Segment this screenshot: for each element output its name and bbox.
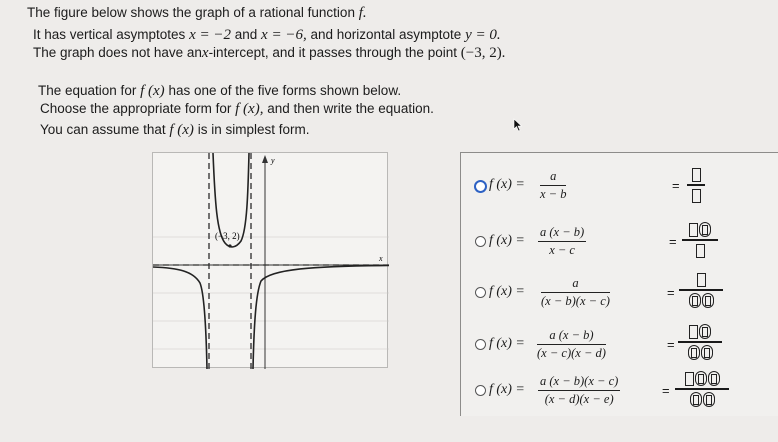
answer-input-box[interactable] bbox=[692, 189, 701, 203]
problem-line-1 bbox=[27, 4, 367, 22]
option-1[interactable] bbox=[461, 167, 778, 207]
answer-input-box[interactable] bbox=[697, 273, 706, 287]
option-2-answer[interactable] bbox=[682, 220, 718, 260]
option-3-form bbox=[541, 276, 610, 309]
option-5-lhs: f (x) = bbox=[489, 382, 525, 397]
write-equation-text: and then write the equation. bbox=[267, 101, 434, 116]
simplest-form-text: is in simplest form. bbox=[197, 122, 310, 137]
option-4-denominator: (x − c)(x − d) bbox=[537, 346, 606, 360]
option-5-numerator: a (x − b)(x − c) bbox=[538, 374, 620, 391]
asymptote-x2: x = −6, bbox=[261, 27, 307, 43]
option-2-lhs: f (x) = bbox=[489, 233, 525, 248]
problem-line-1-text: The figure below shows the graph of a rational function bbox=[27, 5, 355, 20]
answer-paren-box[interactable] bbox=[689, 293, 701, 308]
option-3-answer[interactable] bbox=[679, 270, 723, 310]
answer-paren-box[interactable] bbox=[702, 293, 714, 308]
problem-line-4 bbox=[38, 82, 401, 100]
option-5-form bbox=[538, 374, 620, 407]
problem-line-6 bbox=[40, 121, 309, 139]
point-marker bbox=[228, 244, 231, 247]
option-2-numerator: a (x − b) bbox=[538, 225, 586, 242]
option-1-form bbox=[540, 169, 566, 202]
answer-paren-box[interactable] bbox=[690, 392, 702, 407]
problem-line-2 bbox=[33, 26, 501, 44]
option-2-denominator: x − c bbox=[549, 243, 575, 257]
option-1-equals: = bbox=[672, 178, 680, 193]
answer-input-box[interactable] bbox=[685, 372, 694, 386]
answer-paren-box[interactable] bbox=[701, 345, 713, 360]
answer-forms-panel bbox=[460, 152, 778, 416]
option-5-denominator: (x − d)(x − e) bbox=[544, 392, 614, 406]
left-branch-curve bbox=[153, 267, 207, 369]
answer-paren-box[interactable] bbox=[703, 392, 715, 407]
option-1-denominator: x − b bbox=[540, 187, 567, 201]
point-text: (−3, 2). bbox=[460, 45, 506, 61]
option-2-form bbox=[538, 225, 586, 258]
answer-paren-box[interactable] bbox=[699, 324, 711, 339]
point-label: (−3, 2) bbox=[215, 231, 240, 241]
fx-symbol: f (x), bbox=[235, 101, 264, 117]
option-3-radio[interactable] bbox=[475, 287, 486, 298]
answer-input-box[interactable] bbox=[689, 325, 698, 339]
answer-input-box[interactable] bbox=[692, 168, 701, 182]
option-3-numerator: a bbox=[541, 276, 610, 293]
x-axis-label: x bbox=[379, 254, 383, 263]
mouse-cursor-icon bbox=[513, 118, 523, 132]
option-5-answer[interactable] bbox=[675, 369, 729, 409]
passes-through-text: -intercept, and it passes through the point bbox=[208, 45, 457, 60]
option-3[interactable] bbox=[461, 271, 778, 311]
answer-input-box[interactable] bbox=[689, 223, 698, 237]
option-5[interactable] bbox=[461, 369, 778, 409]
option-4-equals: = bbox=[667, 337, 675, 352]
y-axis-label: y bbox=[271, 156, 275, 165]
asymptote-y: y = 0. bbox=[465, 27, 501, 43]
option-3-lhs: f (x) = bbox=[489, 284, 525, 299]
right-branch-curve bbox=[253, 266, 389, 370]
function-name: f. bbox=[358, 5, 367, 21]
graph-grid bbox=[153, 237, 389, 349]
answer-paren-box[interactable] bbox=[688, 345, 700, 360]
option-1-numerator: a bbox=[540, 169, 566, 186]
option-4[interactable] bbox=[461, 321, 778, 361]
and-text: and bbox=[234, 27, 258, 42]
problem-line-3 bbox=[33, 44, 505, 62]
x-var: x bbox=[201, 45, 209, 61]
y-axis-arrow bbox=[262, 155, 268, 163]
option-1-lhs: f (x) = bbox=[489, 177, 525, 192]
fx-symbol: f (x) bbox=[140, 83, 165, 99]
option-3-denominator: (x − b)(x − c) bbox=[541, 294, 610, 308]
assume-text: You can assume that bbox=[40, 122, 166, 137]
option-4-form bbox=[537, 328, 606, 361]
option-2-radio[interactable] bbox=[475, 236, 486, 247]
option-1-radio[interactable] bbox=[474, 180, 487, 193]
function-graph bbox=[152, 152, 388, 368]
option-2-equals: = bbox=[669, 234, 677, 249]
option-4-answer[interactable] bbox=[678, 322, 722, 362]
answer-input-box[interactable] bbox=[696, 244, 705, 258]
answer-paren-box[interactable] bbox=[699, 222, 711, 237]
option-5-equals: = bbox=[662, 383, 670, 398]
no-intercept-text: The graph does not have an bbox=[33, 45, 202, 60]
option-4-lhs: f (x) = bbox=[489, 336, 525, 351]
answer-paren-box[interactable] bbox=[708, 371, 720, 386]
vertical-asymptotes-text: It has vertical asymptotes bbox=[33, 27, 186, 42]
answer-paren-box[interactable] bbox=[695, 371, 707, 386]
option-4-radio[interactable] bbox=[475, 339, 486, 350]
fx-symbol: f (x) bbox=[169, 122, 194, 138]
choose-form-text: Choose the appropriate form for bbox=[40, 101, 232, 116]
asymptote-x1: x = −2 bbox=[189, 27, 231, 43]
graph-canvas bbox=[153, 153, 389, 369]
option-4-numerator: a (x − b) bbox=[537, 328, 606, 345]
five-forms-text: has one of the five forms shown below. bbox=[168, 83, 402, 98]
option-3-equals: = bbox=[667, 285, 675, 300]
option-2[interactable] bbox=[461, 217, 778, 257]
horizontal-asymptote-text: and horizontal asymptote bbox=[310, 27, 462, 42]
problem-line-5 bbox=[40, 100, 434, 118]
option-1-answer[interactable] bbox=[687, 165, 705, 205]
equation-for-text: The equation for bbox=[38, 83, 137, 98]
option-5-radio[interactable] bbox=[475, 385, 486, 396]
